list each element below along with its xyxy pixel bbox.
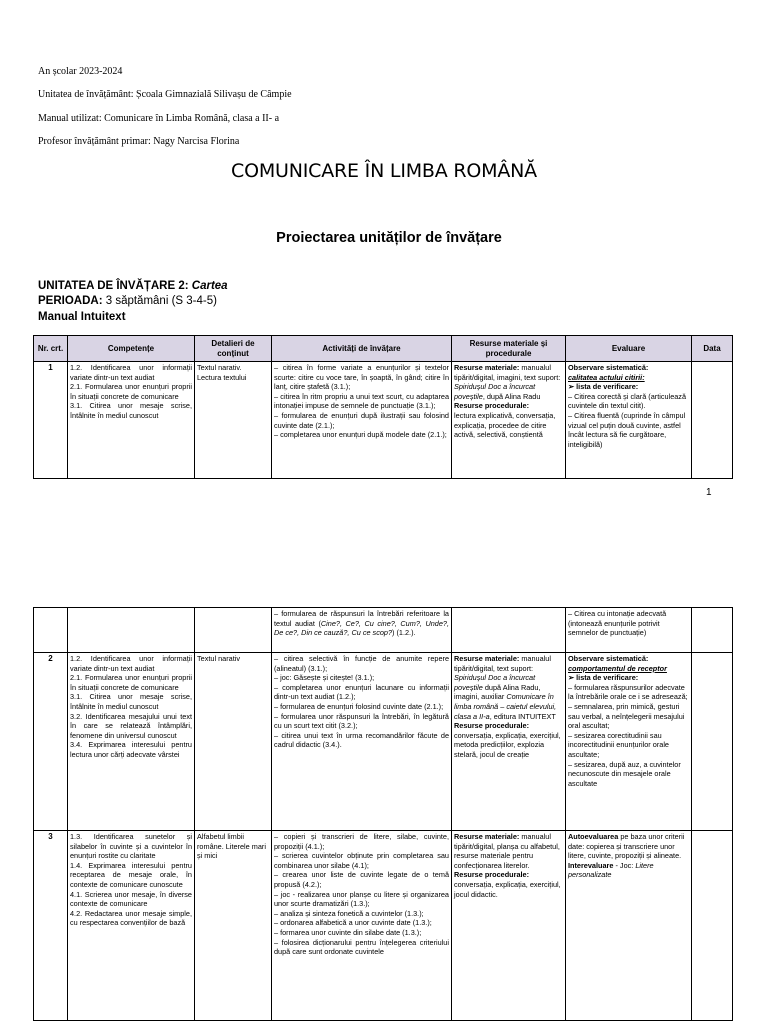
school-name: Unitatea de învățământ: Școala Gimnazială Silivașu de Câmpie: [38, 89, 292, 100]
table-header-row: [34, 336, 733, 362]
activitati-cell: – citirea în forme variate a enunțurilor și textelor scurte: citire cu voce tare, în șoaptă, în gând; citire în lanț, citire ștafetă (3.1.); – citirea în ritm propriu a unui text scurt, cu adaptarea intonației impuse de semnele de punctuație (3.1.); – formularea de enunțuri după ilustrații sau folosind cuvinte date (2.1.); – completarea unor enunțuri după modele date (2.1.);: [272, 362, 452, 479]
resurse-cell: Resurse materiale: manualul tipărit/digital, planșa cu alfabetul, resurse materiale pentru confecționarea literelor. Resurse procedurale: conversația, explicația, exercițiul, jocul didactic.: [452, 831, 566, 1021]
header-evaluare: Evaluare: [566, 336, 692, 362]
period-value: 3 săptămâni (S 3-4-5): [105, 295, 217, 307]
period-line: [38, 294, 217, 308]
data-cell: [692, 831, 733, 1021]
activitati-cell: – citirea selectivă în funcție de anumite repere (alineatul) (3.1.); – joc: Găsește și citește! (3.1.); – completarea unor enunțuri lacunare cu informații dintr-un text audiat (1.2.); – formularea de enunțuri folosind cuvinte date (2.1.); – formularea unor răspunsuri la întrebări, în legătură cu un scurt text citit (3.2.); – citirea unui text în urma recomandărilor făcute de cadrul didactic (3.4.).: [272, 653, 452, 831]
resurse-cell: Resurse materiale: manualul tipărit/digital, imagini, text suport: Spiridușul Doc a încurcat poveștile, după Alina Radu Resurse procedurale: lectura explicativă, conversația, explicația, procedee de citire activă, selectivă, conștientă: [452, 362, 566, 479]
resurse-cell: Resurse materiale: manualul tipărit/digital, text suport: Spiridușul Doc a încurcat poveștile după Alina Radu, imagini, auxiliar Comunicare în limba română – caietul elevului, clasa a II-a, editura INTUITEXT Resurse procedurale: conversația, explicația, exercițiul, metoda predicțiilor, explozia stelară, jocul de creație: [452, 653, 566, 831]
header-detalieri: Detalieri de conținut: [195, 336, 272, 362]
period-label: PERIOADA:: [38, 295, 103, 307]
header-resurse: Resurse materiale și procedurale: [452, 336, 566, 362]
header-activitati: Activități de învățare: [272, 336, 452, 362]
row-number: 1: [34, 362, 68, 479]
data-cell: [692, 653, 733, 831]
data-cell: [692, 362, 733, 479]
document-title: COMUNICARE ÎN LIMBA ROMÂNĂ: [231, 160, 537, 182]
competente-cell: 1.3. Identificarea sunetelor și silabelor în cuvinte și a cuvintelor în enunțuri rostite cu claritate 1.4. Exprimarea interesului pentru receptarea de mesaje orale, în contexte de comunicare cunoscute 4.1. Scrierea unor mesaje, în diverse contexte de comunicare 4.2. Redactarea unor mesaje simple, cu respectarea convențiilor de bază: [68, 831, 195, 1021]
manual-line: Manual Intuitext: [38, 311, 126, 323]
unit-label: UNITATEA DE ÎNVĂȚARE 2:: [38, 280, 189, 292]
activitati-cell: – formularea de răspunsuri la întrebări referitoare la textul audiat (Cine?, Ce?, Cu cine?, Cum?, Unde?, De ce?, Din ce cauză?, Cu ce scop?) (1.2.).: [272, 608, 452, 653]
detalieri-cell: Alfabetul limbii române. Literele mari și mici: [195, 831, 272, 1021]
evaluare-cell: Observare sistematică: comportamentul de receptor ➢ lista de verificare: – formularea răspunsurilor adecvate la întrebările orale ce i se adresează; – semnalarea, prin mimică, gesturi sau verbal, a neînțelegerii mesajului oral ascultat; – sesizarea corectitudinii sau incorectitudinii enunțurilor orale ascultate; – sesizarea, după auz, a cuvintelor necunoscute din mesajele orale ascultate: [566, 653, 692, 831]
detalieri-cell: Textul narativ. Lectura textului: [195, 362, 272, 479]
header-data: Data: [692, 336, 733, 362]
document-subtitle: Proiectarea unităților de învățare: [276, 230, 502, 246]
detalieri-cell: Textul narativ: [195, 653, 272, 831]
unit-line: [38, 279, 228, 293]
activitati-cell: – copieri și transcrieri de litere, silabe, cuvinte, propoziții (4.1.); – scrierea cuvintelor obținute prin completarea sau combinarea unor silabe (4.1); – crearea unor liste de cuvinte legate de o temă propusă (4.2.); – joc - realizarea unor planșe cu litere și organizarea unor scurte dramatizări (1.3.); – analiza și sinteza fonetică a cuvintelor (1.3.); – ordonarea alfabetică a unor cuvinte date (1.3.); – formarea unor cuvinte din silabe date (1.3.); – folosirea dicționarului pentru înțelegerea criteriului după care sunt ordonate cuvintele: [272, 831, 452, 1021]
row-number: 2: [34, 653, 68, 831]
table-row-continuation: [34, 608, 733, 653]
evaluare-cell: Autoevaluarea pe baza unor criterii date: copierea și transcriere unor litere, cuvinte, propoziții și alineate. Interevaluare - Joc: Litere personalizate: [566, 831, 692, 1021]
evaluare-cell: – Citirea cu intonație adecvată (intonează enunțurile potrivit semnelor de punctuație): [566, 608, 692, 653]
teacher-name: Profesor învățământ primar: Nagy Narcisa Florina: [38, 136, 240, 147]
header-competente: Competențe: [68, 336, 195, 362]
unit-name: Cartea: [191, 280, 228, 292]
plan-table-page2: [33, 607, 733, 1021]
page-number: 1: [706, 487, 712, 498]
table-row: [34, 362, 733, 479]
row-number: 3: [34, 831, 68, 1021]
plan-table-page1: [33, 335, 733, 479]
header-nr: Nr. crt.: [34, 336, 68, 362]
table-row: [34, 831, 733, 1021]
manual-used: Manual utilizat: Comunicare în Limba Română, clasa a II- a: [38, 113, 280, 124]
school-year: An școlar 2023-2024: [38, 66, 123, 77]
table-row: [34, 653, 733, 831]
competente-cell: 1.2. Identificarea unor informații variate dintr-un text audiat 2.1. Formularea unor enunțuri proprii în situații concrete de comunicare 3.1. Citirea unor mesaje scrise, întâlnite în mediul cunoscut: [68, 362, 195, 479]
evaluare-cell: Observare sistematică: calitatea actului citirii: ➢ lista de verificare: – Citirea corectă și clară (articulează cuvintele din textul citit). – Citirea fluentă (cuprinde în câmpul vizual cel puțin două cuvinte, astfel încât lectura să fie curgătoare, inteligibilă): [566, 362, 692, 479]
competente-cell: 1.2. Identificarea unor informații variate dintr-un text audiat 2.1. Formularea unor enunțuri proprii în situații concrete de comunicare 3.1. Citirea unor mesaje scrise, întâlnite în mediul cunoscut 3.2. Identificarea mesajului unui text în care se relatează întâmplări, fenomene din universul cunoscut 3.4. Exprimarea interesului pentru lectura unor cărți adecvate vârstei: [68, 653, 195, 831]
